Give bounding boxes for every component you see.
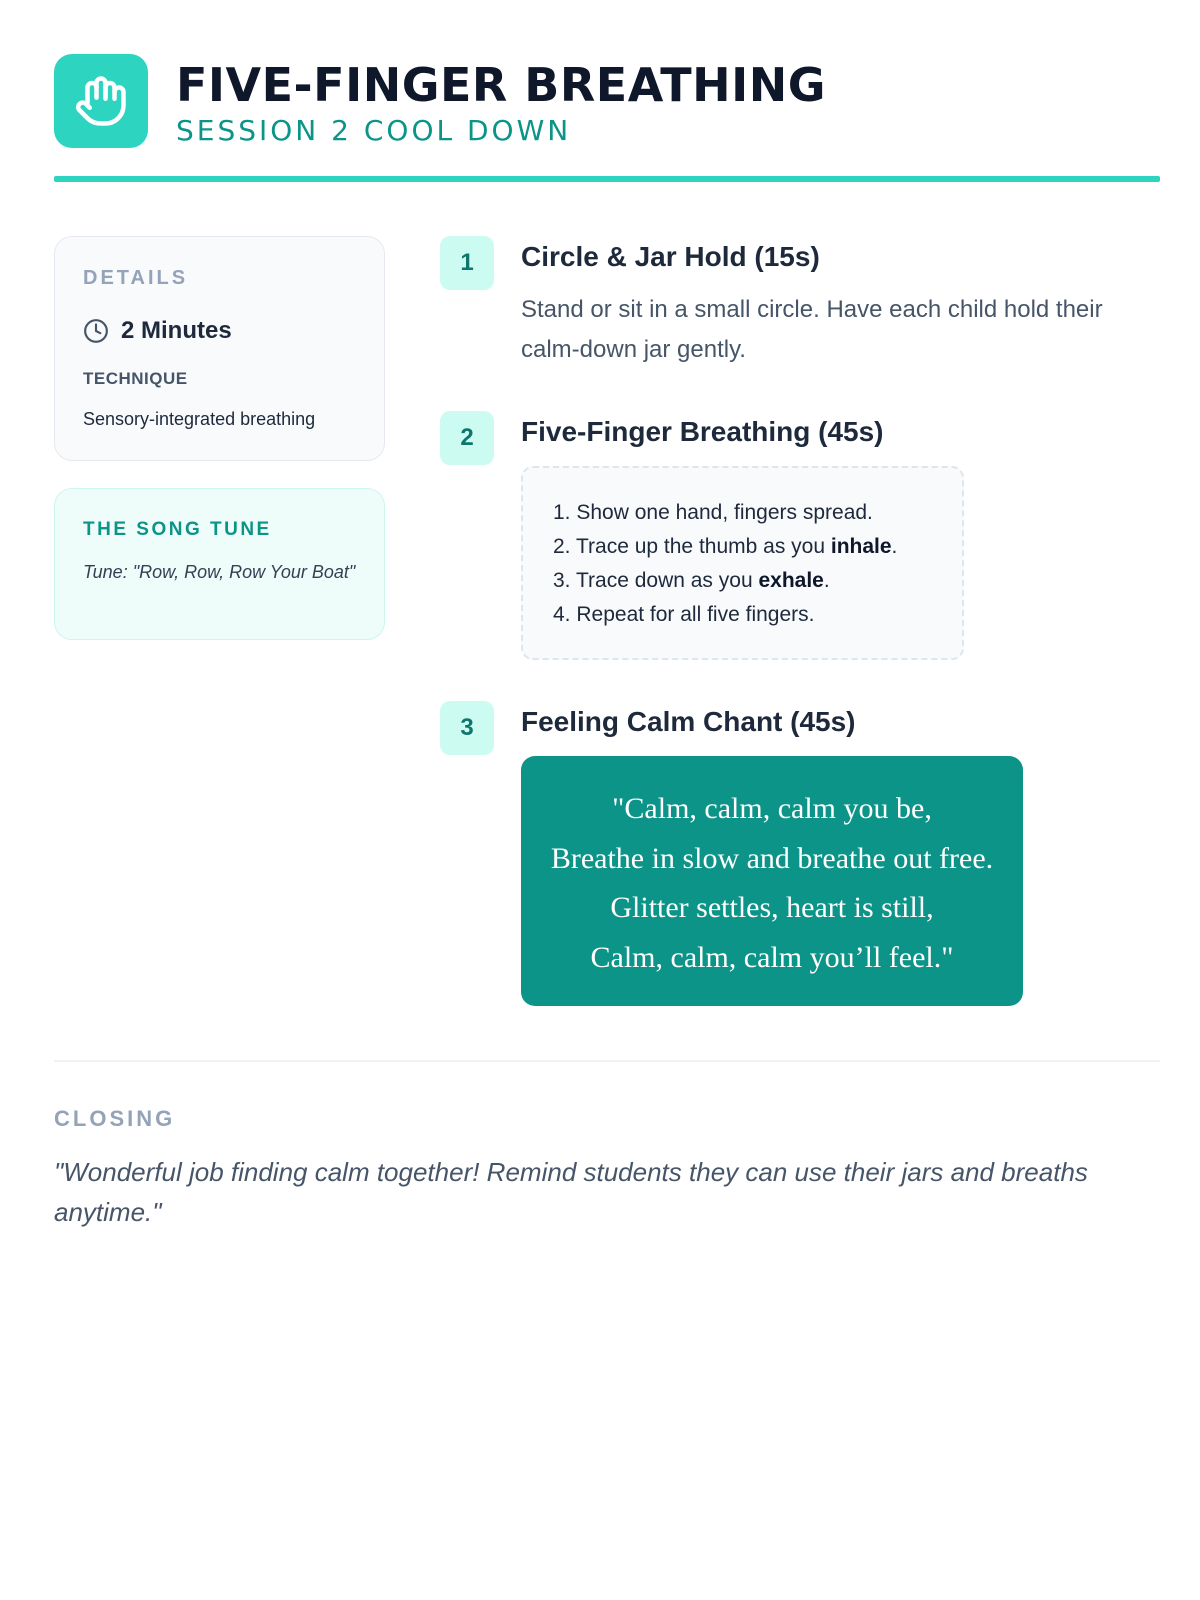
step-number: 3 — [440, 701, 494, 755]
song-tune-label: THE SONG TUNE — [83, 519, 272, 540]
header-divider — [54, 176, 1160, 182]
logo-badge — [54, 54, 148, 148]
closing-text: "Wonderful job finding calm together! Remind students they can use their jars and breaths anytime." — [54, 1157, 1088, 1227]
instruction-item: 4. Repeat for all five fingers. — [553, 603, 815, 626]
instruction-item: 2. Trace up the thumb as you inhale. — [553, 535, 898, 558]
details-card — [54, 236, 385, 461]
duration-value: 2 Minutes — [121, 317, 232, 344]
instruction-item: 1. Show one hand, fingers spread. — [553, 501, 873, 524]
section-divider — [54, 1060, 1160, 1062]
technique-value: Sensory-integrated breathing — [83, 409, 316, 429]
chant-line: Glitter settles, heart is still, — [610, 891, 934, 924]
chant-line: Calm, calm, calm you’ll feel." — [590, 940, 954, 974]
details-label: DETAILS — [83, 267, 189, 289]
page-header — [54, 54, 1160, 184]
step-title: Five-Finger Breathing (45s) — [521, 416, 884, 447]
song-tune-value: Tune: "Row, Row, Row Your Boat" — [83, 562, 356, 582]
page-subtitle: SESSION 2 COOL DOWN — [176, 114, 572, 147]
song-tune-card — [54, 488, 385, 640]
clock-icon — [83, 318, 109, 344]
step-number: 1 — [440, 236, 494, 290]
hand-icon — [74, 74, 128, 128]
step-title: Feeling Calm Chant (45s) — [521, 706, 856, 737]
instructions-box — [521, 466, 964, 660]
duration-row — [83, 317, 232, 345]
page-title: FIVE-FINGER BREATHING — [176, 58, 826, 112]
instruction-item: 3. Trace down as you exhale. — [553, 569, 830, 592]
step-number: 2 — [440, 411, 494, 465]
step-description: Stand or sit in a small circle. Have each child hold their calm-down jar gently. — [521, 296, 1103, 363]
chant-box — [521, 756, 1023, 1006]
chant-line: "Calm, calm, calm you be, — [612, 792, 932, 825]
step-title: Circle & Jar Hold (15s) — [521, 241, 820, 272]
technique-label: TECHNIQUE — [83, 369, 188, 388]
chant-line: Breathe in slow and breathe out free. — [550, 841, 994, 875]
closing-label: CLOSING — [54, 1106, 176, 1131]
